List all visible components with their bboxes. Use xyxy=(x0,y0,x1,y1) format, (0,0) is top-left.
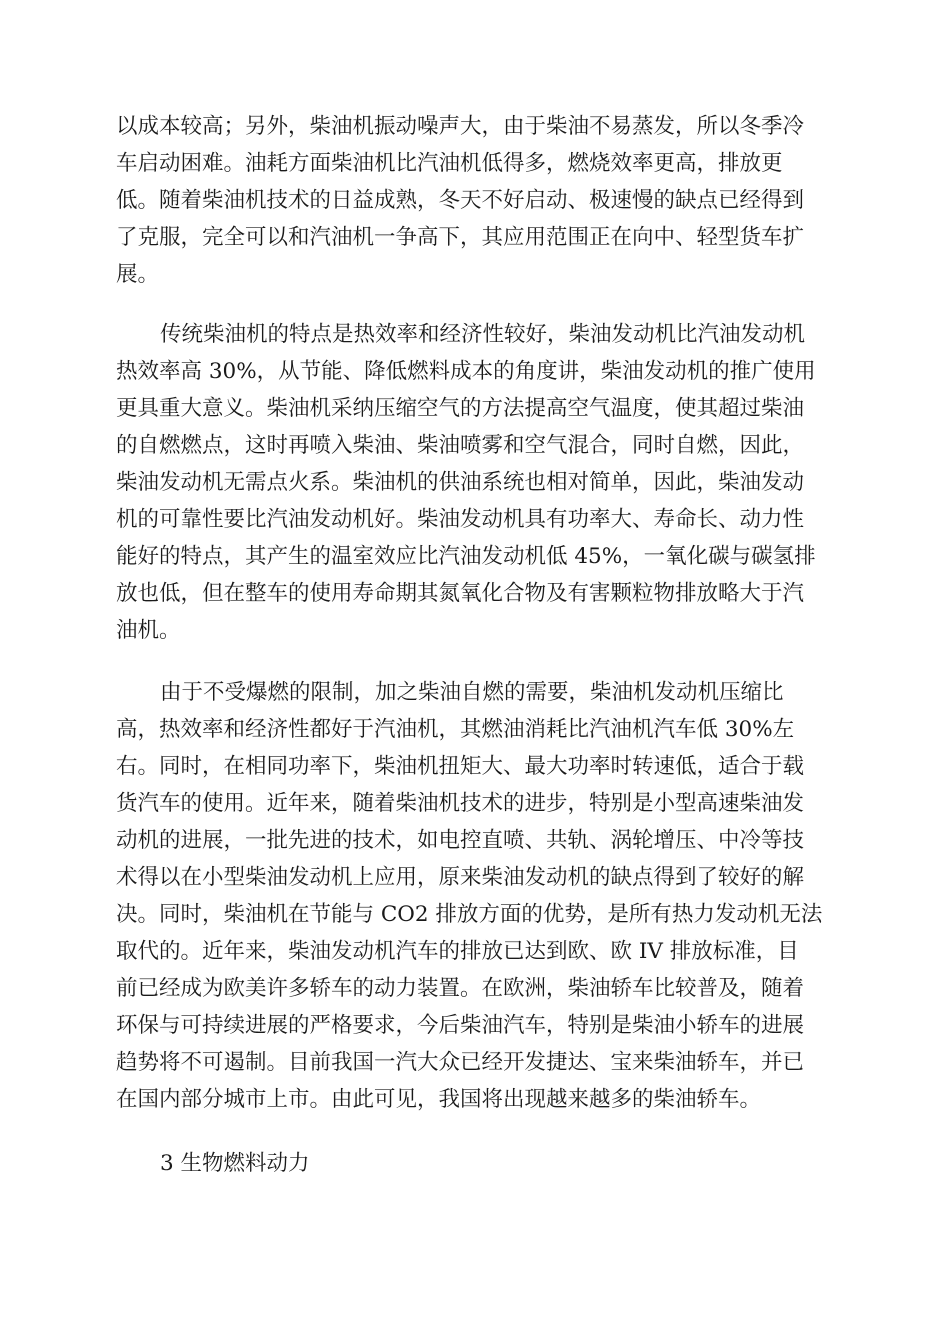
text-line: 由于不受爆燃的限制，加之柴油自燃的需要，柴油机发动机压缩比 xyxy=(160,680,784,705)
text-line: 右。同时，在相同功率下，柴油机扭矩大、最大功率时转速低，适合于载 xyxy=(116,754,805,779)
text-line: 油机。 xyxy=(116,618,181,643)
text-line: 取代的。近年来，柴油发动机汽车的排放已达到欧、欧 IV 排放标准，目 xyxy=(116,939,799,964)
text-line: 能好的特点，其产生的温室效应比汽油发动机低 45%，一氧化碳与碳氢排 xyxy=(116,544,816,569)
text-line: 前已经成为欧美许多轿车的动力装置。在欧洲，柴油轿车比较普及，随着 xyxy=(116,976,805,1001)
text-line: 放也低，但在整车的使用寿命期其氮氧化合物及有害颗粒物排放略大于汽 xyxy=(116,581,805,606)
text-line: 柴油发动机无需点火系。柴油机的供油系统也相对简单，因此，柴油发动 xyxy=(116,470,805,495)
text-line: 环保与可持续进展的严格要求，今后柴油汽车，特别是柴油小轿车的进展 xyxy=(116,1013,805,1038)
text-line: 以成本较高；另外，柴油机振动噪声大，由于柴油不易蒸发，所以冬季冷 xyxy=(116,114,805,139)
text-line: 术得以在小型柴油发动机上应用，原来柴油发动机的缺点得到了较好的解 xyxy=(116,865,805,890)
text-line: 决。同时，柴油机在节能与 CO2 排放方面的优势，是所有热力发动机无法 xyxy=(116,902,823,927)
text-line: 热效率高 30%，从节能、降低燃料成本的角度讲，柴油发动机的推广使用 xyxy=(116,359,816,384)
text-line: 货汽车的使用。近年来，随着柴油机技术的进步，特别是小型高速柴油发 xyxy=(116,791,805,816)
text-line: 车启动困难。油耗方面柴油机比汽油机低得多，燃烧效率更高，排放更 xyxy=(116,151,783,176)
text-line: 的自燃燃点，这时再喷入柴油、柴油喷雾和空气混合，同时自燃，因此， xyxy=(116,433,805,458)
text-line: 机的可靠性要比汽油发动机好。柴油发动机具有功率大、寿命长、动力性 xyxy=(116,507,805,532)
section-heading: 3 生物燃料动力 xyxy=(160,1151,310,1176)
text-line: 更具重大意义。柴油机采纳压缩空气的方法提高空气温度，使其超过柴油 xyxy=(116,396,805,421)
text-line: 在国内部分城市上市。由此可见，我国将出现越来越多的柴油轿车。 xyxy=(116,1087,762,1112)
text-line: 展。 xyxy=(116,262,160,287)
text-line: 了克服，完全可以和汽油机一争高下，其应用范围正在向中、轻型货车扩 xyxy=(116,225,805,250)
text-line: 高，热效率和经济性都好于汽油机，其燃油消耗比汽油机汽车低 30%左 xyxy=(116,717,795,742)
text-line: 低。随着柴油机技术的日益成熟，冬天不好启动、极速慢的缺点已经得到 xyxy=(116,188,805,213)
text-line: 传统柴油机的特点是热效率和经济性较好，柴油发动机比汽油发动机 xyxy=(160,322,806,347)
text-line: 趋势将不可遏制。目前我国一汽大众已经开发捷达、宝来柴油轿车，并已 xyxy=(116,1050,805,1075)
text-line: 动机的进展，一批先进的技术，如电控直喷、共轨、涡轮增压、中冷等技 xyxy=(116,828,805,853)
